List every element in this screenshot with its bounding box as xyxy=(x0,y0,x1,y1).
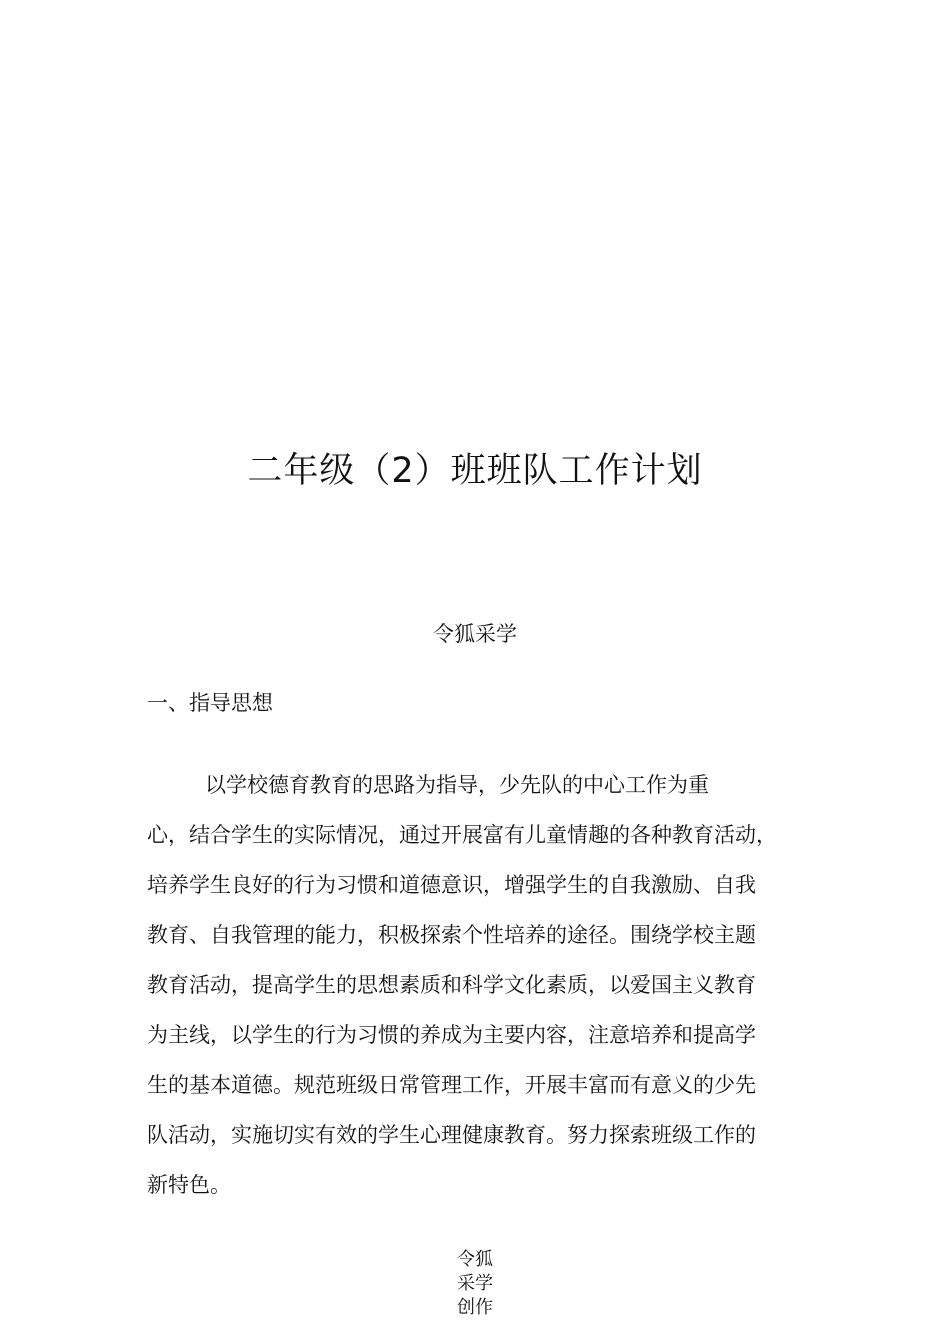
paragraph-line: 教育活动，提高学生的思想素质和科学文化素质，以爱国主义教育 xyxy=(147,973,756,997)
footer-line: 令狐 xyxy=(457,1249,493,1270)
paragraph-line: 为主线，以学生的行为习惯的养成为主要内容，注意培养和提高学 xyxy=(147,1023,756,1047)
document-title: 二年级（2）班班队工作计划 xyxy=(247,451,703,491)
footer-line: 采学 xyxy=(457,1273,493,1294)
paragraph-line: 队活动，实施切实有效的学生心理健康教育。努力探索班级工作的 xyxy=(147,1123,756,1147)
footer-line: 创作 xyxy=(457,1297,493,1318)
paragraph-line: 生的基本道德。规范班级日常管理工作，开展丰富而有意义的少先 xyxy=(147,1073,756,1097)
paragraph-line: 培养学生良好的行为习惯和道德意识，增强学生的自我激励、自我 xyxy=(147,873,756,897)
paragraph-line: 心，结合学生的实际情况，通过开展富有儿童情趣的各种教育活动， xyxy=(147,823,777,847)
page-footer xyxy=(0,1248,950,1320)
paragraph-line: 以学校德育教育的思路为指导，少先队的中心工作为重 xyxy=(205,773,709,797)
section-paragraph xyxy=(147,760,807,1210)
section-heading: 一、指导思想 xyxy=(147,691,273,715)
author-name: 令狐采学 xyxy=(433,622,517,646)
paragraph-line: 教育、自我管理的能力，积极探索个性培养的途径。围绕学校主题 xyxy=(147,923,756,947)
paragraph-line: 新特色。 xyxy=(147,1173,231,1197)
